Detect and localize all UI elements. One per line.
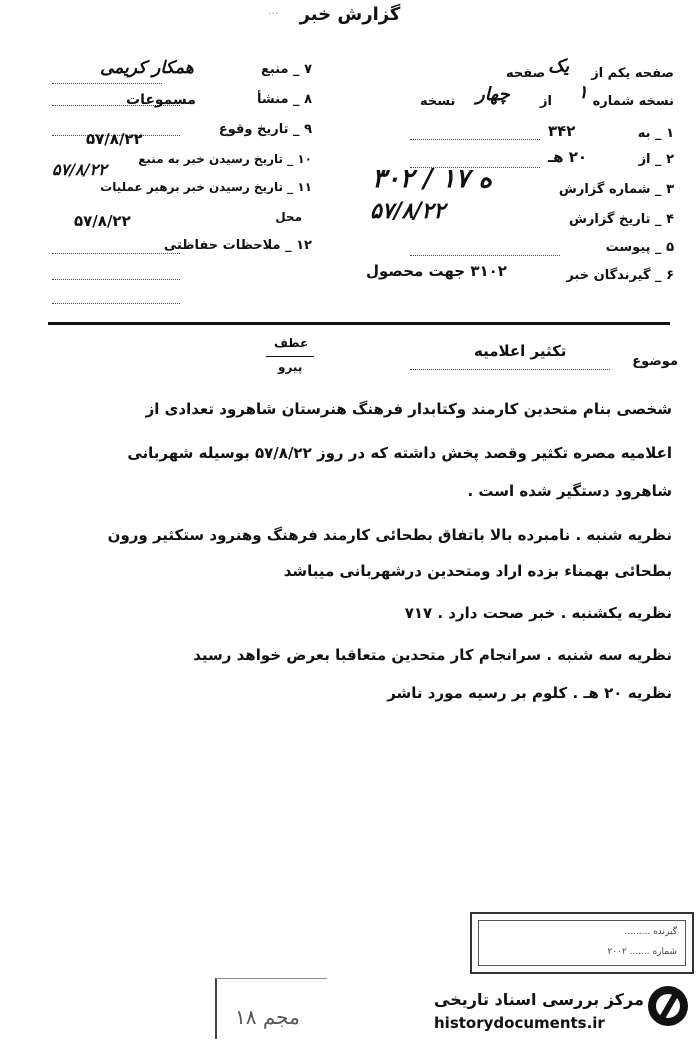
- to-label: ۱ _ به: [637, 126, 674, 141]
- followup-label: پیرو: [278, 360, 303, 374]
- stamp-line: گیرنده .........: [624, 927, 677, 937]
- archive-stamp-inner: [478, 920, 686, 966]
- body-line: شخصی بنام متحدین کارمند وکتابدار فرهنگ هنرستان شاهرود تعدادی از: [145, 400, 672, 418]
- reference-label: عطف: [274, 336, 309, 350]
- body-line: بطحائی بهمناء بزده اراد ومتحدین درشهربانی میباشد: [283, 562, 672, 580]
- body-line: نظریه سه شنبه . سرانجام کار متحدین متعاقبا بعرض خواهد رسید: [193, 646, 672, 664]
- dotted-line: [52, 302, 180, 304]
- ops-date-label: ۱۱ _ تاریخ رسیدن خبر برهبر عملیات: [100, 180, 312, 194]
- top-mark: ...: [268, 4, 279, 17]
- body-line: نظریه شنبه . نامبرده بالا باتفاق بطحائی کارمند فرهنگ وهنرود ستکثیر ورون: [107, 526, 672, 544]
- copy-number-mid: از: [540, 94, 552, 109]
- archive-stamp: [470, 912, 694, 974]
- page-count-label: صفحه یکم از: [591, 66, 674, 81]
- body-line: نظریه ۲۰ هـ . کلوم بر رسیه مورد ناشر: [387, 684, 672, 702]
- subject-label: موضوع: [632, 354, 678, 369]
- report-date-label: ۴ _ تاریخ گزارش: [568, 212, 674, 227]
- source-label: ۷ _ منبع: [260, 62, 312, 77]
- from-label: ۲ _ از: [638, 152, 674, 167]
- report-number-value: ۳۰۲ / ۱۷ ه: [372, 164, 493, 194]
- dotted-line: [410, 368, 610, 370]
- security-notes-label: ۱۲ _ ملاحظات حفاظتی: [163, 238, 312, 253]
- watermark-name: مرکز بررسی اسناد تاریخی: [434, 990, 644, 1009]
- copy-number-suffix: نسخه: [420, 94, 456, 109]
- subject-value: تکثیر اعلامیه: [474, 342, 567, 360]
- source-date-label: ۱۰ _ تاریخ رسیدن خبر به منبع: [138, 152, 312, 166]
- report-date-value: ۵۷/۸/۲۲: [370, 198, 446, 224]
- ops-date-value: ۵۷/۸/۲۲: [52, 160, 107, 179]
- source-date-value: ۵۷/۸/۲۲: [86, 130, 143, 148]
- separator-rule: [48, 322, 670, 325]
- dotted-line: [52, 252, 180, 254]
- dotted-line: [410, 138, 540, 140]
- place-label: محل: [275, 210, 302, 224]
- report-number-label: ۳ _ شماره گزارش: [558, 182, 674, 197]
- secondary-stamp-text: مجم ۱۸: [235, 1005, 300, 1029]
- page-count-suffix: صفحه: [506, 66, 546, 81]
- copy-number-value: ۱: [578, 82, 588, 103]
- origin-value: مسموعات: [126, 92, 196, 108]
- dotted-line: [52, 82, 162, 84]
- source-value: همکار کریمی: [100, 58, 194, 78]
- recipients-label: ۶ _ گیرندگان خبر: [566, 268, 674, 283]
- attachment-label: ۵ _ پیوست: [605, 240, 674, 255]
- page-count-value: یک: [548, 56, 570, 77]
- copy-number-label: نسخه شماره: [592, 94, 674, 109]
- origin-label: ۸ _ منشأ: [257, 92, 312, 107]
- place-date-value: ۵۷/۸/۲۲: [74, 212, 131, 230]
- archive-logo-icon: [648, 986, 688, 1026]
- reference-divider: [266, 356, 314, 357]
- to-value: ۳۴۲: [548, 122, 576, 140]
- stamp-line: شماره ....... ۲۰۰۲: [607, 947, 677, 957]
- body-line: اعلامیه مصره تکثیر وقصد پخش داشته که در روز ۵۷/۸/۲۲ بوسیله شهربانی: [127, 444, 672, 462]
- recipients-value: ۳۱۰۲ جهت محصول: [366, 262, 507, 280]
- report-title: گزارش خبر: [299, 4, 401, 25]
- dotted-line: [410, 254, 560, 256]
- dotted-line: [52, 278, 180, 280]
- copy-total-value: چهار: [476, 84, 510, 105]
- occurrence-date-label: ۹ _ تاریخ وقوع: [218, 122, 312, 137]
- body-line: شاهرود دستگیر شده است .: [467, 482, 672, 500]
- secondary-stamp: [215, 978, 327, 1039]
- from-value: ۲۰ هـ: [548, 148, 588, 166]
- body-line: نظریه یکشنبه . خبر صحت دارد . ۷۱۷: [404, 604, 672, 622]
- watermark-url: historydocuments.ir: [434, 1014, 605, 1032]
